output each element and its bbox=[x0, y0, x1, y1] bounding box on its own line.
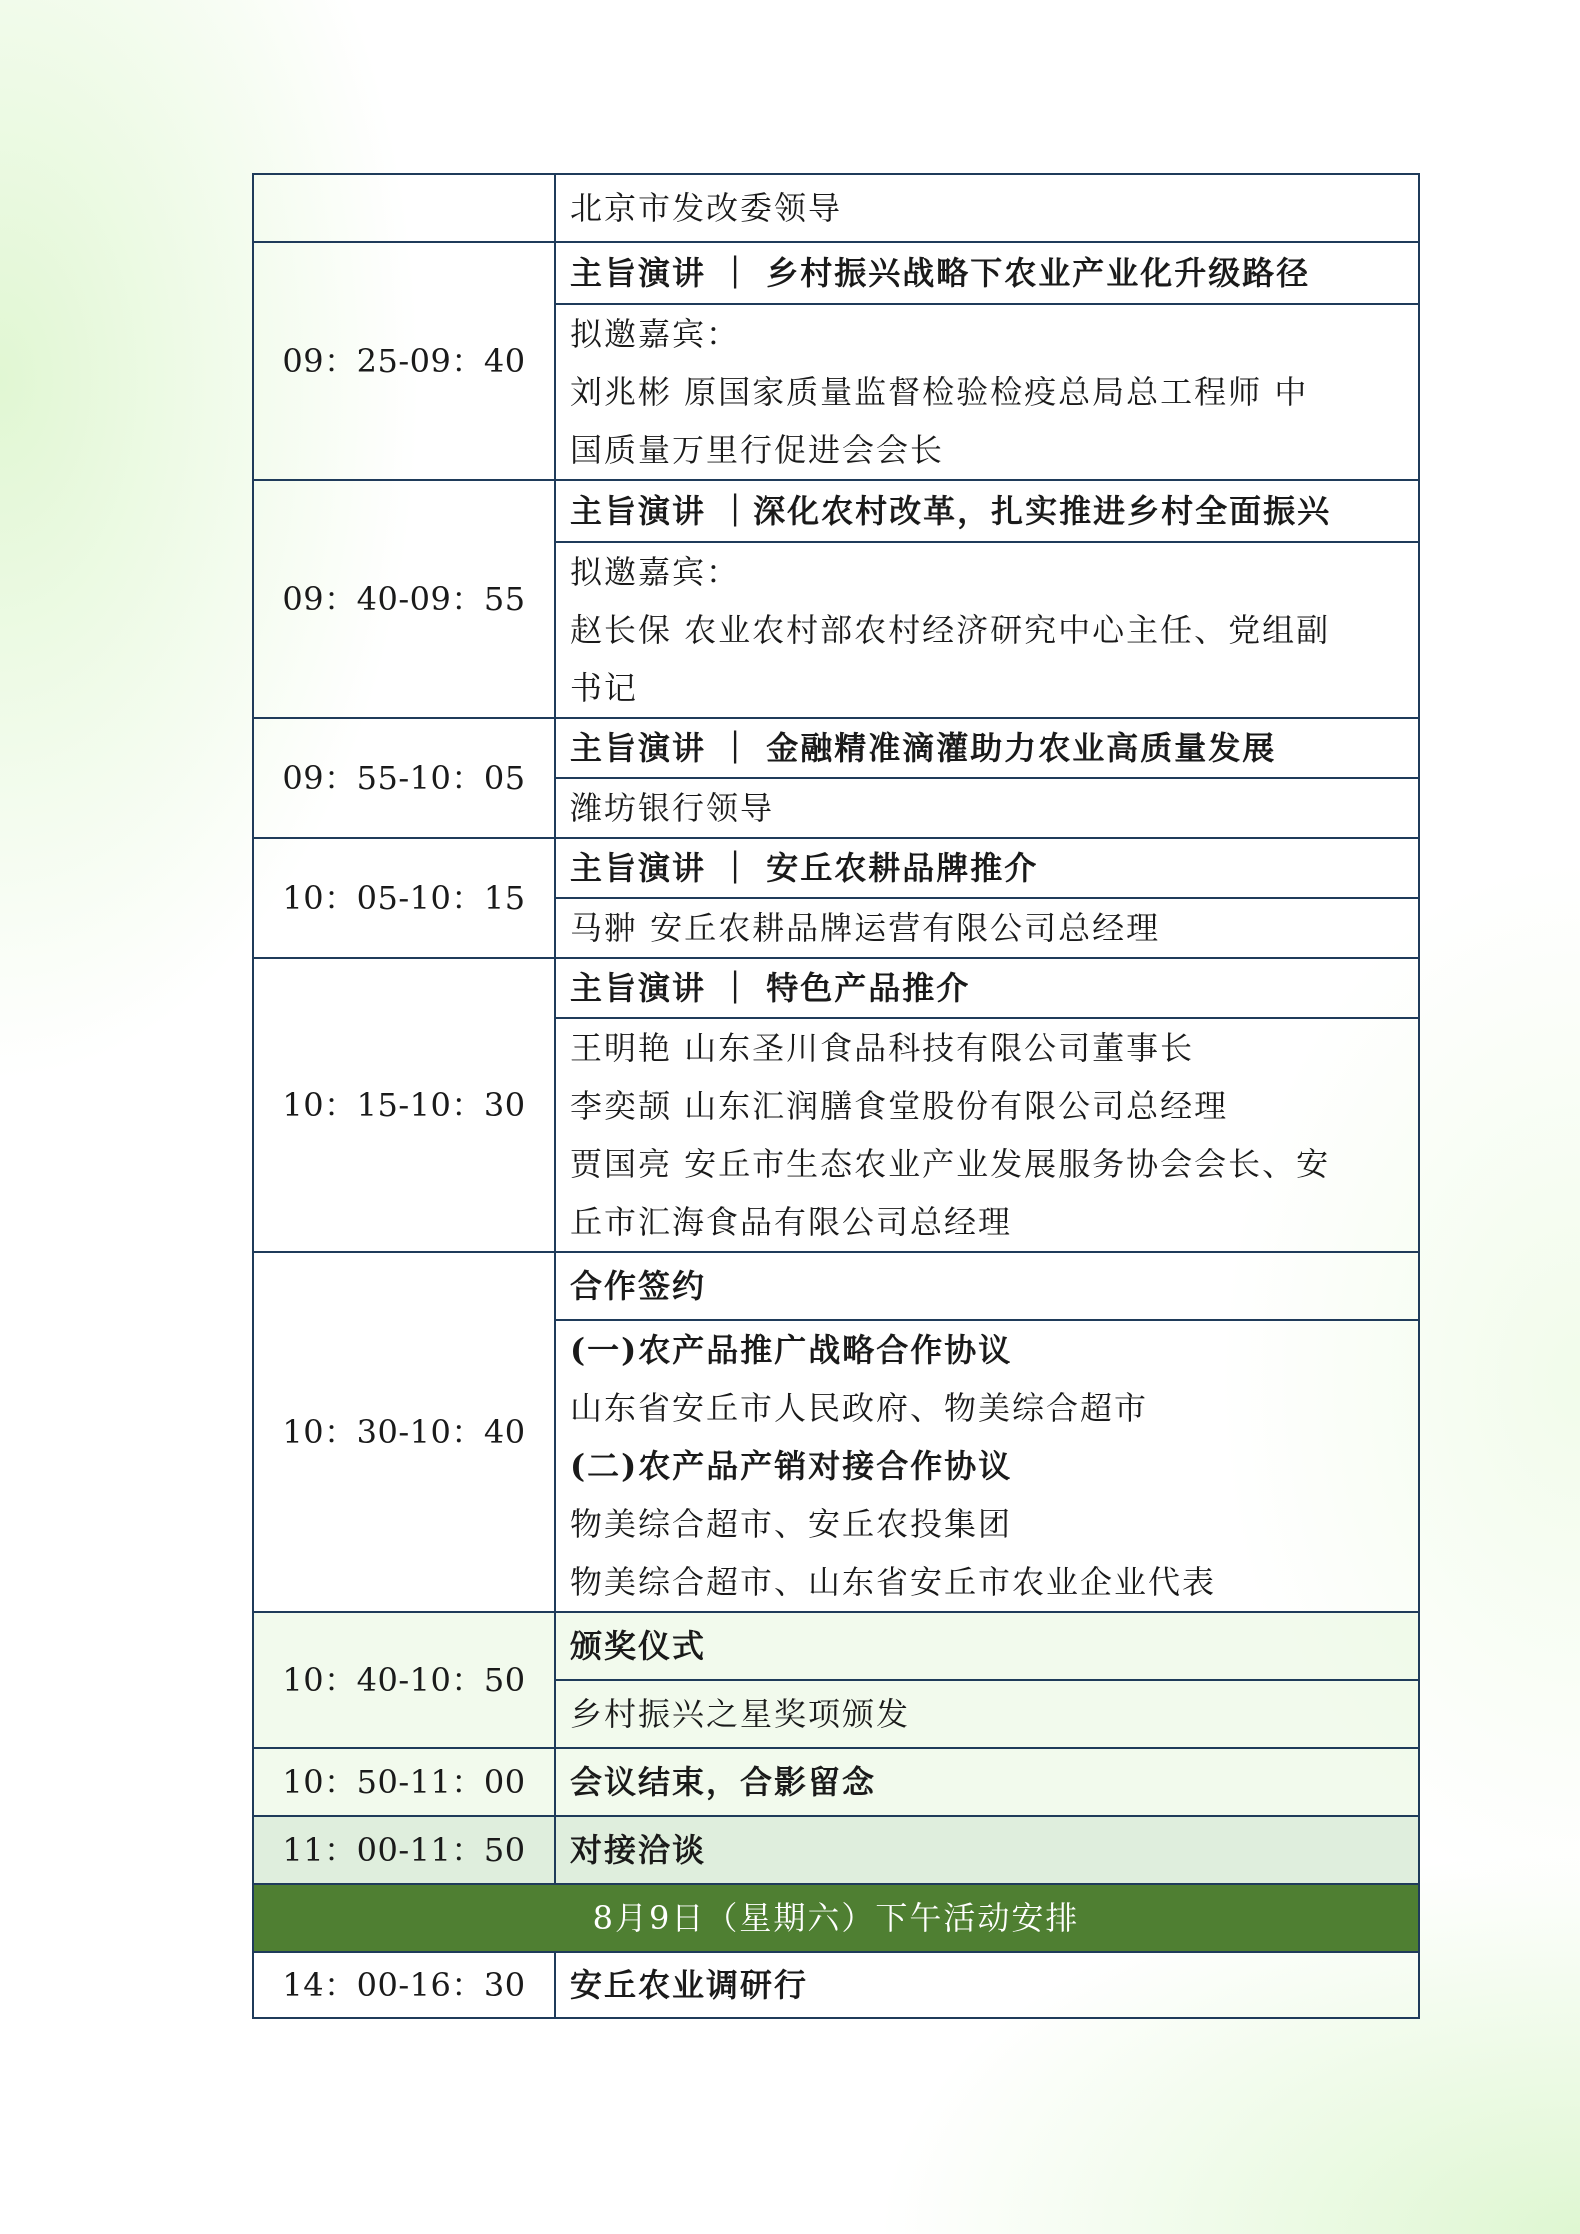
session-title: 会议结束，合影留念 bbox=[555, 1748, 1419, 1816]
time-cell: 14：00-16：30 bbox=[253, 1952, 555, 2018]
detail-line: 赵长保 农业农村部农村经济研究中心主任、党组副 bbox=[570, 611, 1331, 649]
session-title: 对接洽谈 bbox=[555, 1816, 1419, 1884]
table-row bbox=[253, 1612, 1419, 1680]
content-cell: 北京市发改委领导 bbox=[555, 174, 1419, 242]
time-cell: 10：05-10：15 bbox=[253, 838, 555, 958]
session-detail bbox=[555, 1320, 1419, 1612]
detail-line: 李奕颉 山东汇润膳食堂股份有限公司总经理 bbox=[570, 1087, 1229, 1125]
section-header: 8月9日（星期六）下午活动安排 bbox=[253, 1884, 1419, 1952]
session-title: 主旨演讲 ｜ 金融精准滴灌助力农业高质量发展 bbox=[555, 718, 1419, 778]
session-detail: 乡村振兴之星奖项颁发 bbox=[555, 1680, 1419, 1748]
session-title: 主旨演讲 ｜ 乡村振兴战略下农业产业化升级路径 bbox=[555, 242, 1419, 304]
detail-line: 贾国亮 安丘市生态农业产业发展服务协会会长、安 bbox=[570, 1145, 1331, 1183]
detail-line: 拟邀嘉宾： bbox=[570, 553, 741, 591]
table-row bbox=[253, 1252, 1419, 1320]
session-title: 颁奖仪式 bbox=[555, 1612, 1419, 1680]
schedule-table bbox=[252, 173, 1420, 2019]
table-row bbox=[253, 1748, 1419, 1816]
session-title: 主旨演讲 ｜深化农村改革，扎实推进乡村全面振兴 bbox=[555, 480, 1419, 542]
session-detail: 潍坊银行领导 bbox=[555, 778, 1419, 838]
detail-line: 丘市汇海食品有限公司总经理 bbox=[570, 1203, 1013, 1241]
table-row bbox=[253, 718, 1419, 778]
detail-line: 拟邀嘉宾： bbox=[570, 315, 741, 353]
session-detail bbox=[555, 304, 1419, 480]
session-title: 主旨演讲 ｜ 安丘农耕品牌推介 bbox=[555, 838, 1419, 898]
detail-line: 山东省安丘市人民政府、物美综合超市 bbox=[570, 1389, 1149, 1427]
table-row bbox=[253, 1816, 1419, 1884]
table-row bbox=[253, 174, 1419, 242]
detail-line: 物美综合超市、安丘农投集团 bbox=[570, 1505, 1013, 1543]
time-cell: 09：25-09：40 bbox=[253, 242, 555, 480]
table-row bbox=[253, 242, 1419, 304]
detail-line: (二)农产品产销对接合作协议 bbox=[570, 1447, 1013, 1485]
time-cell: 10：40-10：50 bbox=[253, 1612, 555, 1748]
table-row bbox=[253, 958, 1419, 1018]
detail-line: (一)农产品推广战略合作协议 bbox=[570, 1331, 1013, 1369]
time-cell bbox=[253, 174, 555, 242]
section-header-row bbox=[253, 1884, 1419, 1952]
detail-line: 书记 bbox=[570, 669, 639, 707]
time-cell: 09：55-10：05 bbox=[253, 718, 555, 838]
detail-line: 刘兆彬 原国家质量监督检验检疫总局总工程师 中 bbox=[570, 373, 1309, 411]
time-cell: 10：50-11：00 bbox=[253, 1748, 555, 1816]
detail-line: 国质量万里行促进会会长 bbox=[570, 431, 945, 469]
detail-line: 王明艳 山东圣川食品科技有限公司董事长 bbox=[570, 1029, 1195, 1067]
session-title: 合作签约 bbox=[555, 1252, 1419, 1320]
time-cell: 10：15-10：30 bbox=[253, 958, 555, 1252]
detail-line: 物美综合超市、山东省安丘市农业企业代表 bbox=[570, 1563, 1217, 1601]
session-detail bbox=[555, 1018, 1419, 1252]
table-row bbox=[253, 480, 1419, 542]
time-cell: 10：30-10：40 bbox=[253, 1252, 555, 1612]
session-title: 主旨演讲 ｜ 特色产品推介 bbox=[555, 958, 1419, 1018]
session-detail bbox=[555, 542, 1419, 718]
session-detail: 马翀 安丘农耕品牌运营有限公司总经理 bbox=[555, 898, 1419, 958]
table-row bbox=[253, 1952, 1419, 2018]
time-cell: 11：00-11：50 bbox=[253, 1816, 555, 1884]
table-row bbox=[253, 838, 1419, 898]
session-title: 安丘农业调研行 bbox=[555, 1952, 1419, 2018]
time-cell: 09：40-09：55 bbox=[253, 480, 555, 718]
